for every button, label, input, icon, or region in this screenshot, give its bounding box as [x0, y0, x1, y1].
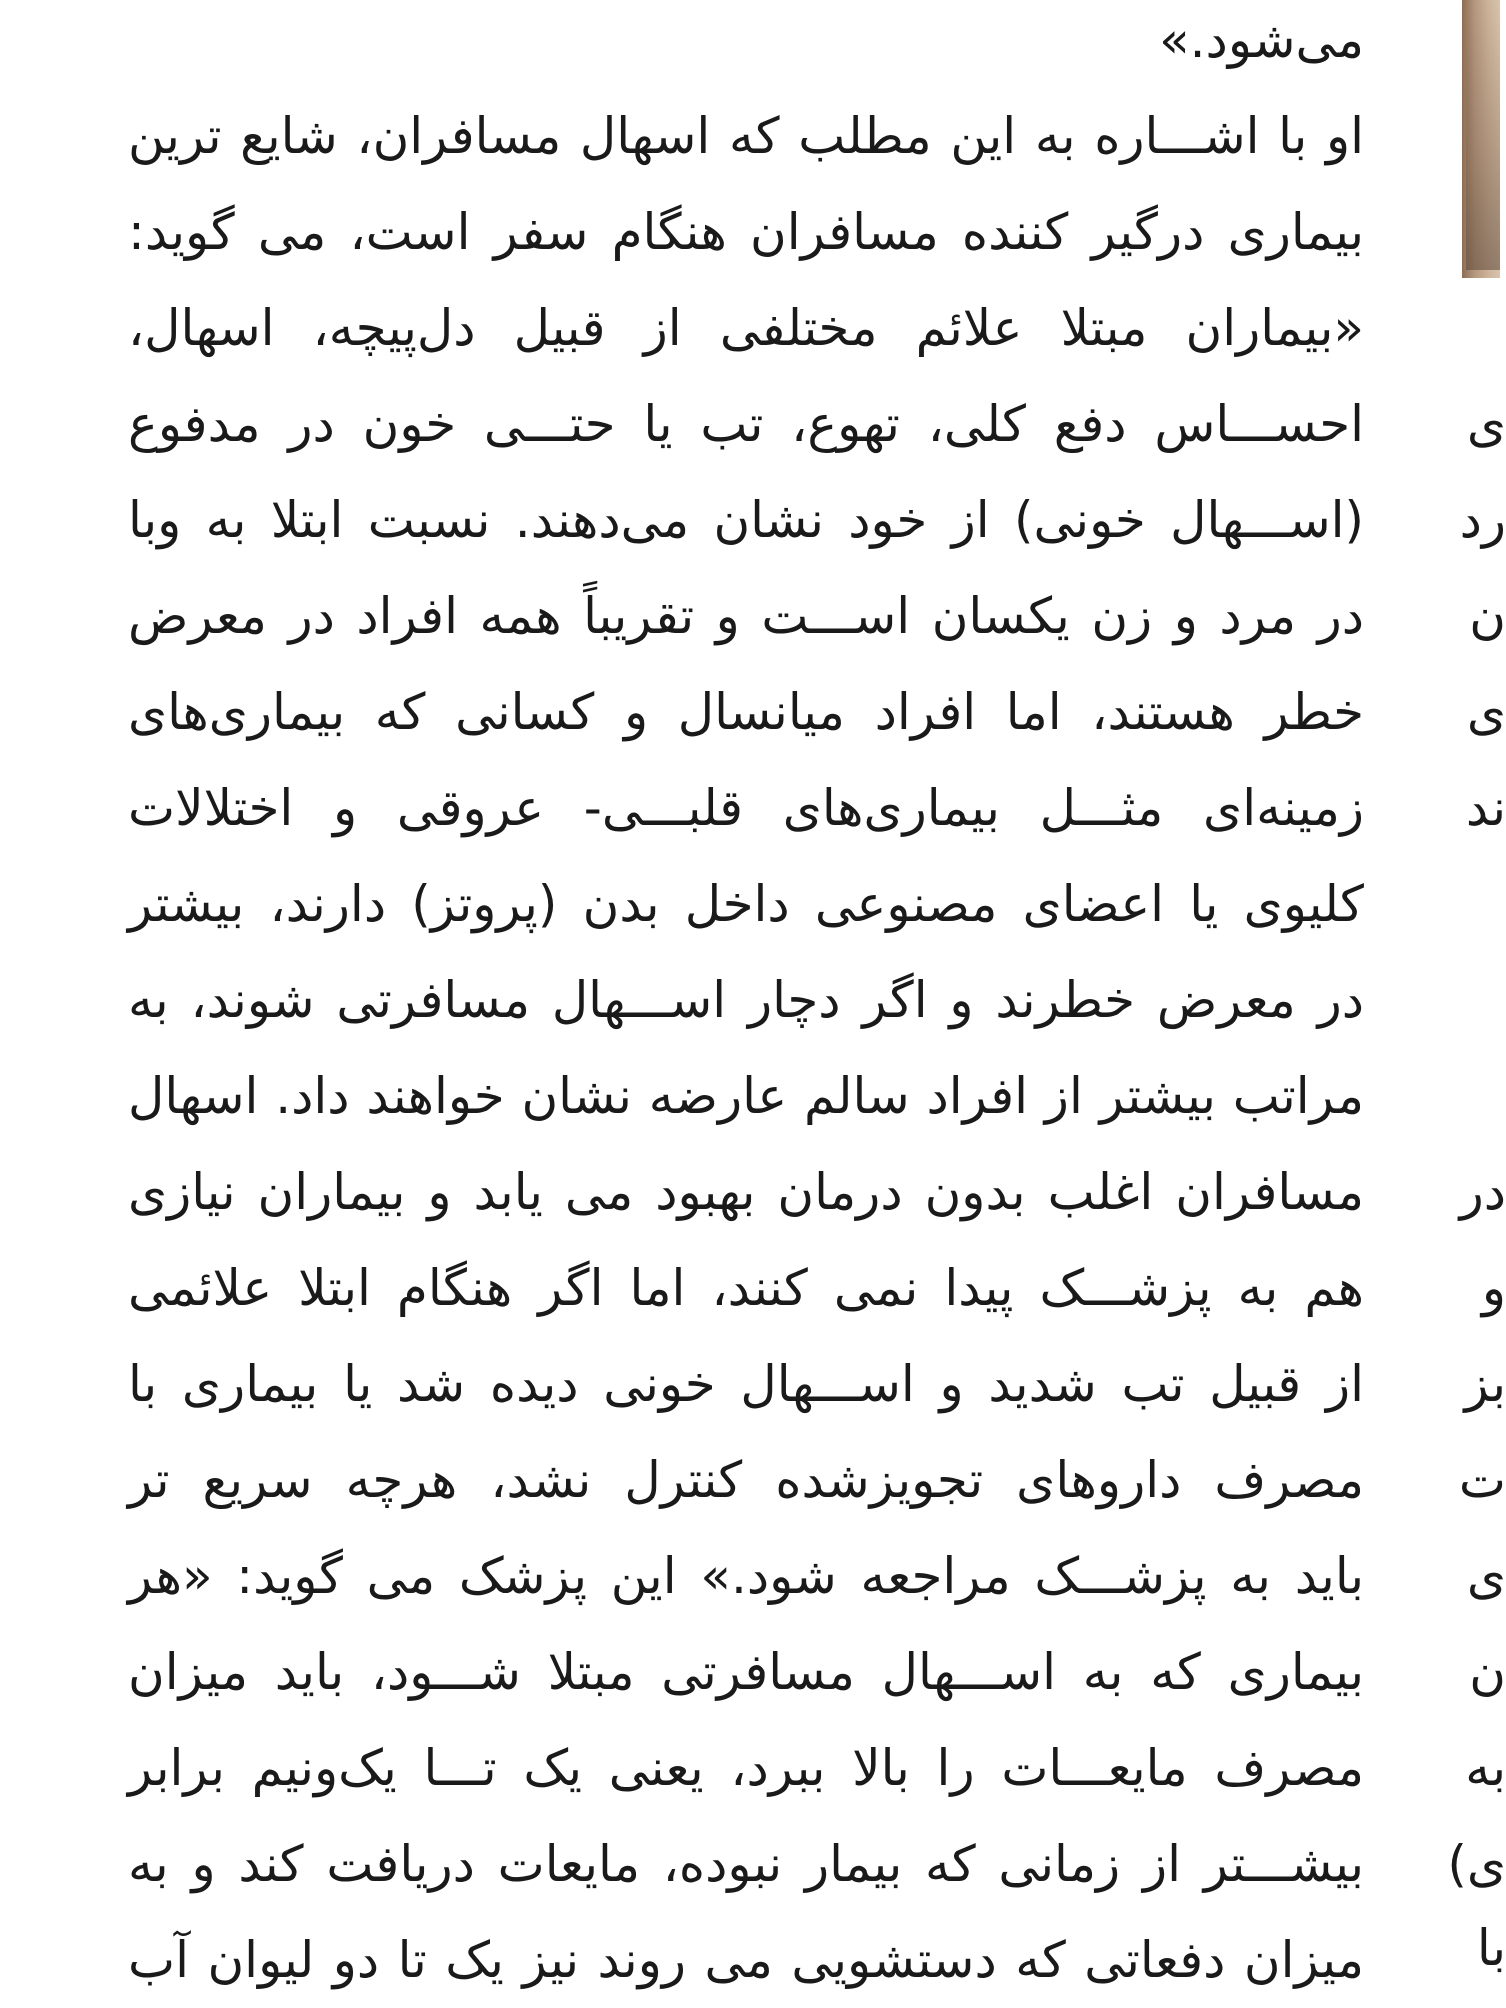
text-fragment: ی — [1466, 395, 1506, 453]
text-line: احســـاس دفع کلی، تهوع، تب یا حتـــی خون در مدفوع — [128, 395, 1364, 453]
text-line: هم به پزشـــک پیدا نمی کنند، اما اگر هنگام ابتلا علائمی — [128, 1259, 1364, 1317]
text-line: بیماری که به اســـهال مسافرتی مبتلا شـــود، باید میزان — [128, 1643, 1364, 1701]
text-fragment: ی — [1466, 683, 1506, 741]
text-line: (اســـهال خونی) از خود نشان می‌دهند. نسبت ابتلا به وبا — [128, 491, 1364, 549]
text-fragment: ی) — [1447, 1835, 1506, 1893]
text-line: مراتب بیشتر از افراد سالم عارضه نشان خواهند داد. اسهال — [128, 1067, 1364, 1125]
text-line: میزان دفعاتی که دستشویی می روند نیز یک تا دو لیوان آب — [128, 1931, 1364, 1989]
text-fragment: به — [1465, 1739, 1506, 1797]
text-line: در مرد و زن یکسان اســـت و تقریباً همه افراد در معرض — [128, 587, 1364, 645]
text-line: مصرف مایعـــات را بالا ببرد، یعنی یک تـــا یک‌ونیم برابر — [128, 1739, 1364, 1797]
text-fragment: ت — [1458, 1451, 1506, 1509]
text-line: بیماری درگیر کننده مسافران هنگام سفر است، می گوید: — [128, 203, 1364, 261]
text-fragment: با — [1476, 1919, 1506, 1977]
text-line: زمینه‌ای مثـــل بیماری‌های قلبـــی- عروقی و اختلالات — [128, 779, 1364, 837]
text-line: بیشـــتر از زمانی که بیمار نبوده، مایعات دریافت کند و به — [128, 1835, 1364, 1893]
text-fragment: رد — [1459, 491, 1506, 549]
text-line: مسافران اغلب بدون درمان بهبود می یابد و بیماران نیازی — [128, 1163, 1364, 1221]
text-line: او با اشـــاره به این مطلب که اسهال مسافران، شایع ترین — [128, 107, 1364, 165]
adjacent-column-fragments — [1447, 0, 1506, 1977]
text-fragment: ند — [1465, 779, 1506, 837]
text-line: از قبیل تب شدید و اســـهال خونی دیده شد یا بیماری با — [128, 1355, 1364, 1413]
text-line: می‌شود.» — [1159, 11, 1364, 69]
text-fragment: بز — [1464, 1355, 1506, 1413]
text-line: خطر هستند، اما افراد میانسال و کسانی که بیماری‌های — [128, 683, 1364, 741]
text-fragment: در — [1459, 1163, 1506, 1221]
article-column — [128, 0, 1364, 1989]
text-line: «بیماران مبتلا علائم مختلفی از قبیل دل‌پیچه، اسهال، — [128, 299, 1364, 357]
text-line: کلیوی یا اعضای مصنوعی داخل بدن (پروتز) دارند، بیشتر — [128, 875, 1364, 933]
text-fragment: ی — [1466, 1547, 1506, 1605]
text-line: در معرض خطرند و اگر دچار اســـهال مسافرتی شوند، به — [128, 971, 1364, 1029]
text-fragment: و — [1481, 1259, 1506, 1317]
text-line: باید به پزشـــک مراجعه شود.» این پزشک می گوید: «هر — [128, 1547, 1364, 1605]
text-fragment: ن — [1469, 587, 1506, 645]
text-line: مصرف داروهای تجویزشده کنترل نشد، هرچه سریع تر — [128, 1451, 1364, 1509]
text-fragment: ن — [1469, 1643, 1506, 1701]
